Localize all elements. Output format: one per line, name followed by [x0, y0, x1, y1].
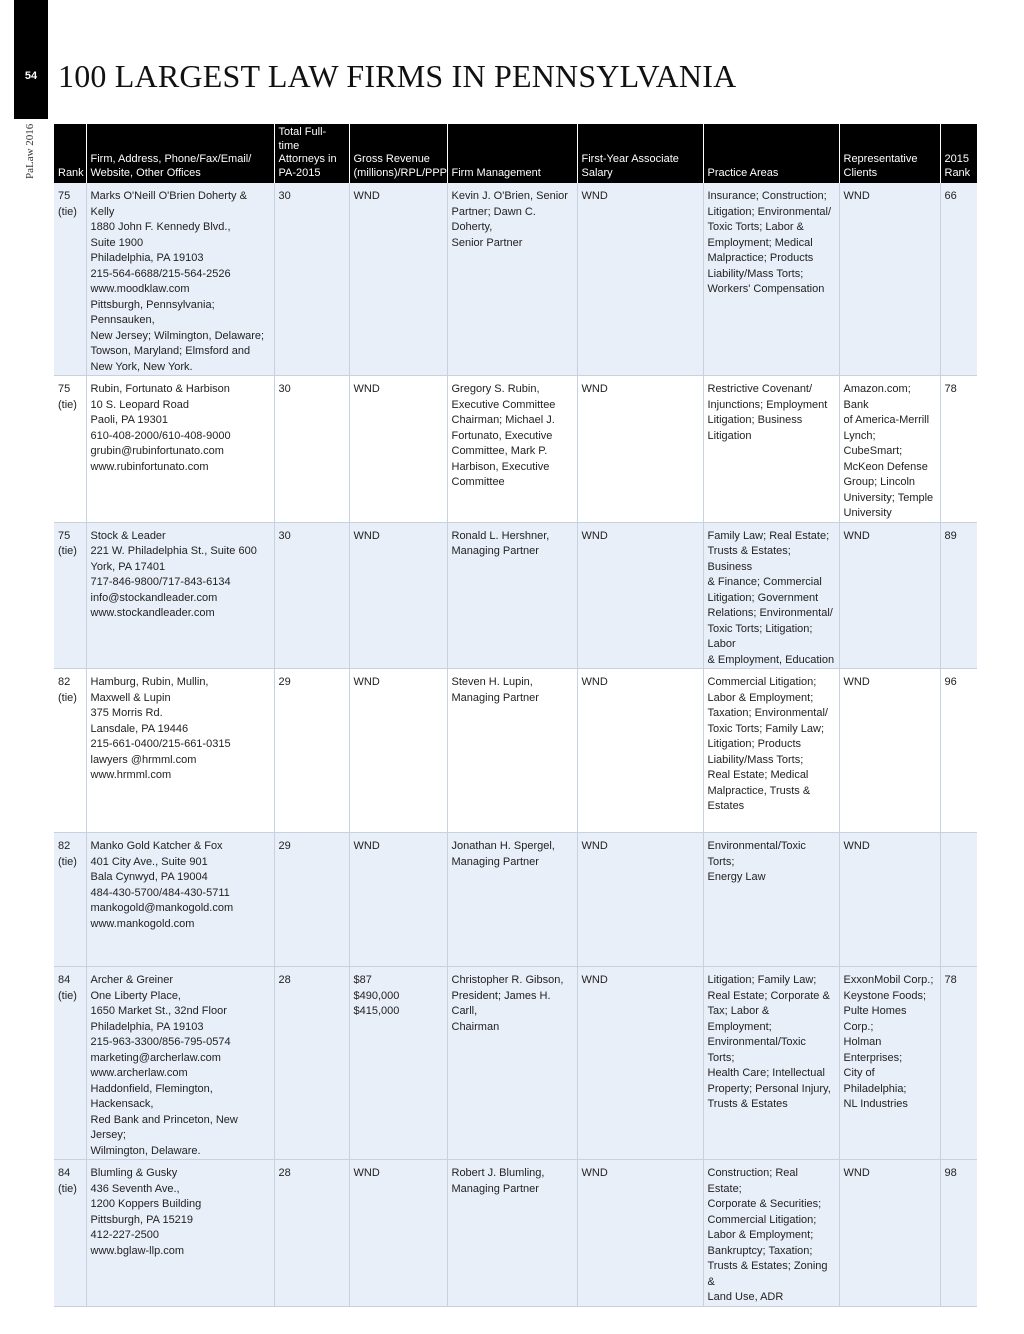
management-cell: [447, 669, 577, 833]
rank-cell-line: (tie): [58, 545, 77, 557]
practice-areas-cell-line: Labor & Employment;: [707, 1229, 814, 1241]
practice-areas-cell-line: Litigation; Business: [707, 414, 803, 426]
prev-rank-cell-line: 98: [944, 1167, 957, 1179]
prev-rank-cell: [940, 1160, 977, 1307]
rank-cell-line: 75: [58, 529, 71, 542]
prev-rank-cell: [940, 669, 977, 833]
firm-cell-line: 401 City Ave., Suite 901: [90, 855, 208, 868]
firm-cell-line: New York, New York.: [90, 360, 193, 373]
practice-areas-cell-line: Relations; Environmental/: [707, 607, 833, 619]
practice-areas-cell-line: Health Care; Intellectual: [707, 1067, 825, 1079]
clients-cell-line: WND: [843, 1167, 870, 1179]
clients-cell: [839, 669, 940, 833]
practice-areas-cell-line: Toxic Torts; Labor &: [707, 221, 804, 233]
salary-cell-line: WND: [581, 529, 608, 542]
clients-cell-line: of America-Merrill: [843, 414, 930, 426]
firm-cell-line: Suite 1900: [90, 236, 144, 249]
rank-cell-line: (tie): [58, 855, 77, 868]
practice-areas-cell-line: Land Use, ADR: [707, 1291, 784, 1303]
prev-rank-cell-line: 96: [944, 676, 957, 688]
firm-cell-line: 375 Morris Rd.: [90, 707, 163, 719]
management-cell-line: Executive Committee: [451, 398, 556, 411]
firm-cell-line: Blumling & Gusky: [90, 1167, 178, 1179]
practice-areas-cell: [703, 1160, 839, 1307]
col-practice-areas: Practice Areas: [703, 124, 839, 183]
law-firms-table: [54, 124, 977, 1307]
management-cell-line: Christopher R. Gibson,: [451, 974, 564, 986]
practice-areas-cell-line: Liability/Mass Torts;: [707, 753, 804, 766]
practice-areas-cell: [703, 967, 839, 1160]
table-row: [54, 522, 977, 669]
clients-cell-line: Group; Lincoln: [843, 476, 916, 488]
management-cell-line: Jonathan H. Spergel,: [451, 840, 555, 852]
management-cell-line: Managing Partner: [451, 855, 539, 868]
management-cell: [447, 1160, 577, 1307]
salary-cell-line: WND: [581, 676, 608, 688]
firm-cell: [86, 669, 274, 833]
table-header: [54, 124, 977, 183]
revenue-cell: [349, 967, 447, 1160]
attorneys-cell: [274, 669, 349, 833]
rank-cell-line: 84: [58, 974, 71, 986]
management-cell: [447, 522, 577, 669]
rank-cell-line: (tie): [58, 398, 77, 411]
practice-areas-cell-line: Liability/Mass Torts;: [707, 267, 804, 280]
firm-cell: [86, 376, 274, 523]
practice-areas-cell-line: Family Law; Real Estate;: [707, 529, 830, 542]
revenue-cell: [349, 376, 447, 523]
firm-cell-line: Paoli, PA 19301: [90, 414, 168, 426]
revenue-cell: [349, 1160, 447, 1307]
practice-areas-cell-line: Litigation; Government: [707, 591, 819, 604]
page-tab: [14, 0, 48, 119]
practice-areas-cell-line: Trusts & Estates; Zoning &: [707, 1260, 828, 1288]
attorneys-cell-line: 29: [278, 676, 291, 688]
practice-areas-cell-line: Restrictive Covenant/: [707, 383, 813, 395]
firm-cell-line: 717-846-9800/717-843-6134: [90, 576, 231, 588]
firm-cell-line: www.stockandleader.com: [90, 607, 215, 619]
attorneys-cell: [274, 183, 349, 376]
management-cell: [447, 833, 577, 967]
revenue-cell: [349, 183, 447, 376]
attorneys-cell: [274, 967, 349, 1160]
firm-cell-line: Stock & Leader: [90, 529, 166, 542]
rank-cell: [54, 376, 86, 523]
practice-areas-cell-line: Environmental/Toxic Torts;: [707, 1036, 806, 1064]
practice-areas-cell-line: Environmental/Toxic Torts;: [707, 840, 806, 868]
firm-cell-line: info@stockandleader.com: [90, 591, 218, 604]
clients-cell: [839, 376, 940, 523]
firm-cell-line: Marks O'Neill O'Brien Doherty & Kelly: [90, 190, 247, 218]
salary-cell: [577, 833, 703, 967]
firm-cell-line: Rubin, Fortunato & Harbison: [90, 383, 230, 395]
rank-cell-line: 75: [58, 190, 71, 202]
table-row: [54, 183, 977, 376]
col-firm: Firm, Address, Phone/Fax/Email/ Website, Other Offices: [86, 124, 274, 183]
firm-cell-line: grubin@rubinfortunato.com: [90, 445, 224, 457]
firm-cell-line: www.bglaw-llp.com: [90, 1244, 185, 1257]
rank-cell: [54, 1160, 86, 1307]
rank-cell: [54, 967, 86, 1160]
revenue-cell: [349, 522, 447, 669]
clients-cell-line: University: [843, 507, 892, 519]
firm-cell: [86, 522, 274, 669]
management-cell-line: Kevin J. O'Brien, Senior: [451, 190, 568, 202]
practice-areas-cell-line: Estates: [707, 800, 745, 812]
revenue-cell-line: WND: [353, 840, 380, 852]
salary-cell: [577, 967, 703, 1160]
management-cell-line: Robert J. Blumling,: [451, 1167, 545, 1179]
management-cell-line: Committee: [451, 476, 505, 488]
management-cell-line: Partner; Dawn C. Doherty,: [451, 205, 536, 233]
attorneys-cell: [274, 833, 349, 967]
practice-areas-cell-line: Commercial Litigation;: [707, 676, 817, 688]
salary-cell: [577, 1160, 703, 1307]
management-cell-line: Harbison, Executive: [451, 460, 550, 473]
practice-areas-cell: [703, 183, 839, 376]
firm-cell-line: marketing@archerlaw.com: [90, 1051, 221, 1064]
col-prev-rank: 2015 Rank: [940, 124, 977, 183]
col-clients: Representative Clients: [839, 124, 940, 183]
prev-rank-cell-line: 66: [944, 190, 957, 202]
clients-cell: [839, 183, 940, 376]
salary-cell-line: WND: [581, 840, 608, 852]
prev-rank-cell: [940, 183, 977, 376]
salary-cell: [577, 183, 703, 376]
practice-areas-cell-line: Corporate & Securities;: [707, 1198, 822, 1210]
prev-rank-cell: [940, 522, 977, 669]
clients-cell-line: McKeon Defense: [843, 460, 928, 473]
firm-cell-line: www.hrmml.com: [90, 769, 172, 781]
management-cell-line: Fortunato, Executive: [451, 429, 553, 442]
firm-cell-line: Red Bank and Princeton, New Jersey;: [90, 1113, 238, 1141]
revenue-cell-line: WND: [353, 676, 380, 688]
firm-cell-line: 610-408-2000/610-408-9000: [90, 429, 231, 442]
firm-cell-line: Wilmington, Delaware.: [90, 1144, 201, 1157]
page-title: 100 LARGEST LAW FIRMS IN PENNSYLVANIA: [58, 58, 737, 94]
firm-cell-line: Manko Gold Katcher & Fox: [90, 840, 223, 852]
rank-cell: [54, 669, 86, 833]
salary-cell-line: WND: [581, 190, 608, 202]
salary-cell: [577, 669, 703, 833]
page-number: 54: [24, 70, 38, 82]
practice-areas-cell: [703, 376, 839, 523]
firm-cell: [86, 967, 274, 1160]
practice-areas-cell-line: Litigation; Products: [707, 738, 802, 750]
management-cell-line: Chairman: [451, 1020, 500, 1033]
attorneys-cell-line: 30: [278, 529, 291, 542]
management-cell: [447, 967, 577, 1160]
firm-cell-line: Pittsburgh, Pennsylvania; Pennsauken,: [90, 298, 215, 326]
practice-areas-cell-line: Employment; Medical: [707, 236, 813, 249]
attorneys-cell: [274, 376, 349, 523]
practice-areas-cell-line: & Finance; Commercial: [707, 576, 822, 588]
practice-areas-cell-line: Trusts & Estates; Business: [707, 545, 791, 573]
table-row: [54, 1160, 977, 1307]
clients-cell: [839, 967, 940, 1160]
prev-rank-cell: [940, 833, 977, 967]
revenue-cell-line: $87: [353, 974, 372, 986]
salary-cell-line: WND: [581, 1167, 608, 1179]
management-cell-line: Ronald L. Hershner,: [451, 529, 550, 542]
firm-cell-line: 215-661-0400/215-661-0315: [90, 738, 231, 750]
practice-areas-cell-line: Insurance; Construction;: [707, 190, 827, 202]
clients-cell: [839, 1160, 940, 1307]
revenue-cell-line: $490,000: [353, 989, 400, 1002]
rank-cell-line: (tie): [58, 691, 77, 704]
management-cell-line: Chairman; Michael J.: [451, 414, 555, 426]
firm-cell-line: Maxwell & Lupin: [90, 691, 171, 704]
firm-cell-line: York, PA 17401: [90, 560, 166, 573]
revenue-cell-line: WND: [353, 383, 380, 395]
firm-cell-line: 1650 Market St., 32nd Floor: [90, 1005, 227, 1017]
firm-cell: [86, 183, 274, 376]
management-cell-line: Managing Partner: [451, 545, 539, 557]
practice-areas-cell-line: Toxic Torts; Litigation; Labor: [707, 622, 813, 650]
attorneys-cell-line: 30: [278, 383, 291, 395]
clients-cell-line: Lynch; CubeSmart;: [843, 429, 903, 457]
salary-cell-line: WND: [581, 383, 608, 395]
prev-rank-cell-line: 78: [944, 383, 957, 395]
firm-cell-line: 1880 John F. Kennedy Blvd.,: [90, 221, 231, 233]
salary-cell-line: WND: [581, 974, 608, 986]
firm-cell-line: Pittsburgh, PA 15219: [90, 1213, 194, 1226]
management-cell-line: Senior Partner: [451, 236, 523, 249]
firm-cell-line: 221 W. Philadelphia St., Suite 600: [90, 545, 257, 557]
firm-cell-line: Lansdale, PA 19446: [90, 722, 189, 735]
rank-cell-line: 82: [58, 676, 71, 688]
firm-cell-line: 436 Seventh Ave.,: [90, 1182, 180, 1195]
practice-areas-cell-line: Trusts & Estates: [707, 1098, 788, 1110]
col-salary: First-Year Associate Salary: [577, 124, 703, 183]
practice-areas-cell-line: Real Estate; Corporate &: [707, 989, 830, 1002]
management-cell: [447, 183, 577, 376]
salary-cell: [577, 376, 703, 523]
clients-cell-line: NL Industries: [843, 1098, 908, 1110]
practice-areas-cell-line: Labor & Employment;: [707, 691, 814, 704]
practice-areas-cell-line: Tax; Labor & Employment;: [707, 1005, 772, 1033]
revenue-cell-line: WND: [353, 529, 380, 542]
col-attorneys: Total Full-time Attorneys in PA-2015: [274, 124, 349, 183]
firm-cell-line: Haddonfield, Flemington, Hackensack,: [90, 1082, 213, 1110]
col-management: Firm Management: [447, 124, 577, 183]
clients-cell-line: WND: [843, 529, 870, 542]
practice-areas-cell-line: Commercial Litigation;: [707, 1213, 817, 1226]
clients-cell-line: WND: [843, 190, 870, 202]
management-cell-line: Steven H. Lupin,: [451, 676, 533, 688]
clients-cell-line: University; Temple: [843, 491, 934, 504]
firm-cell-line: Towson, Maryland; Elmsford and: [90, 345, 251, 357]
side-label: PaLaw 2016: [24, 124, 36, 180]
management-cell-line: Managing Partner: [451, 1182, 539, 1195]
practice-areas-cell: [703, 833, 839, 967]
clients-cell-line: Pulte Homes Corp.;: [843, 1005, 907, 1033]
clients-cell-line: City of Philadelphia;: [843, 1067, 907, 1095]
management-cell: [447, 376, 577, 523]
table-row: [54, 967, 977, 1160]
firm-cell-line: 10 S. Leopard Road: [90, 398, 189, 411]
rank-cell: [54, 522, 86, 669]
firm-cell-line: 412-227-2500: [90, 1229, 160, 1241]
firm-cell-line: Archer & Greiner: [90, 974, 174, 986]
col-rank: Rank: [54, 124, 86, 183]
clients-cell-line: Holman Enterprises;: [843, 1036, 903, 1064]
practice-areas-cell-line: Litigation; Family Law;: [707, 974, 817, 986]
attorneys-cell-line: 29: [278, 840, 291, 852]
firm-cell-line: Philadelphia, PA 19103: [90, 252, 204, 264]
clients-cell: [839, 833, 940, 967]
practice-areas-cell-line: Real Estate; Medical: [707, 769, 809, 781]
clients-cell-line: WND: [843, 840, 870, 852]
practice-areas-cell-line: Litigation: [707, 429, 752, 442]
clients-cell-line: WND: [843, 676, 870, 688]
practice-areas-cell-line: Bankruptcy; Taxation;: [707, 1244, 813, 1257]
practice-areas-cell-line: Construction; Real Estate;: [707, 1167, 798, 1195]
firm-cell: [86, 1160, 274, 1307]
firm-cell-line: www.moodklaw.com: [90, 283, 190, 295]
rank-cell-line: 75: [58, 383, 71, 395]
clients-cell-line: Keystone Foods;: [843, 989, 927, 1002]
rank-cell-line: (tie): [58, 989, 77, 1002]
firm-cell-line: One Liberty Place,: [90, 989, 181, 1002]
firm-cell-line: Bala Cynwyd, PA 19004: [90, 871, 208, 883]
salary-cell: [577, 522, 703, 669]
prev-rank-cell: [940, 376, 977, 523]
practice-areas-cell-line: Taxation; Environmental/: [707, 707, 828, 719]
management-cell-line: Gregory S. Rubin,: [451, 383, 540, 395]
clients-cell: [839, 522, 940, 669]
revenue-cell-line: $415,000: [353, 1005, 400, 1017]
practice-areas-cell-line: Toxic Torts; Family Law;: [707, 722, 825, 735]
revenue-cell: [349, 669, 447, 833]
firm-cell-line: lawyers @hrmml.com: [90, 753, 197, 766]
practice-areas-cell-line: Workers' Compensation: [707, 283, 825, 295]
firm-cell-line: mankogold@mankogold.com: [90, 902, 234, 914]
revenue-cell-line: WND: [353, 190, 380, 202]
rank-cell-line: 82: [58, 840, 71, 852]
practice-areas-cell-line: Injunctions; Employment: [707, 398, 828, 411]
practice-areas-cell-line: Malpractice; Products: [707, 252, 814, 264]
prev-rank-cell-line: 78: [944, 974, 957, 986]
management-cell-line: Committee, Mark P.: [451, 445, 548, 457]
rank-cell: [54, 183, 86, 376]
practice-areas-cell: [703, 522, 839, 669]
firm-cell-line: 484-430-5700/484-430-5711: [90, 886, 230, 899]
practice-areas-cell-line: & Employment, Education: [707, 653, 835, 666]
rank-cell-line: 84: [58, 1167, 71, 1179]
rank-cell-line: (tie): [58, 205, 77, 218]
attorneys-cell-line: 30: [278, 190, 291, 202]
practice-areas-cell: [703, 669, 839, 833]
revenue-cell: [349, 833, 447, 967]
firm-cell-line: Hamburg, Rubin, Mullin,: [90, 676, 209, 688]
management-cell-line: Managing Partner: [451, 691, 539, 704]
management-cell-line: President; James H. Carll,: [451, 989, 551, 1017]
attorneys-cell-line: 28: [278, 974, 291, 986]
practice-areas-cell-line: Litigation; Environmental/: [707, 205, 832, 218]
rank-cell: [54, 833, 86, 967]
attorneys-cell: [274, 522, 349, 669]
prev-rank-cell: [940, 967, 977, 1160]
clients-cell-line: ExxonMobil Corp.;: [843, 974, 934, 986]
clients-cell-line: Amazon.com; Bank: [843, 383, 911, 411]
attorneys-cell-line: 28: [278, 1167, 291, 1179]
col-revenue: Gross Revenue (millions)/RPL/PPP: [349, 124, 447, 183]
prev-rank-cell-line: 89: [944, 529, 957, 542]
practice-areas-cell-line: Property; Personal Injury,: [707, 1082, 831, 1095]
table-row: [54, 669, 977, 833]
table-row: [54, 376, 977, 523]
table-row: [54, 833, 977, 967]
firm-cell-line: www.archerlaw.com: [90, 1067, 188, 1079]
practice-areas-cell-line: Energy Law: [707, 871, 766, 883]
firm-cell-line: 215-963-3300/856-795-0574: [90, 1036, 231, 1048]
firm-cell-line: www.mankogold.com: [90, 917, 195, 930]
revenue-cell-line: WND: [353, 1167, 380, 1179]
firm-cell-line: 215-564-6688/215-564-2526: [90, 267, 231, 280]
firm-cell-line: 1200 Koppers Building: [90, 1198, 202, 1210]
attorneys-cell: [274, 1160, 349, 1307]
firm-cell: [86, 833, 274, 967]
firm-cell-line: New Jersey; Wilmington, Delaware;: [90, 329, 265, 342]
firm-cell-line: www.rubinfortunato.com: [90, 460, 209, 473]
firm-cell-line: Philadelphia, PA 19103: [90, 1020, 204, 1033]
rank-cell-line: (tie): [58, 1182, 77, 1195]
practice-areas-cell-line: Malpractice, Trusts &: [707, 784, 811, 797]
